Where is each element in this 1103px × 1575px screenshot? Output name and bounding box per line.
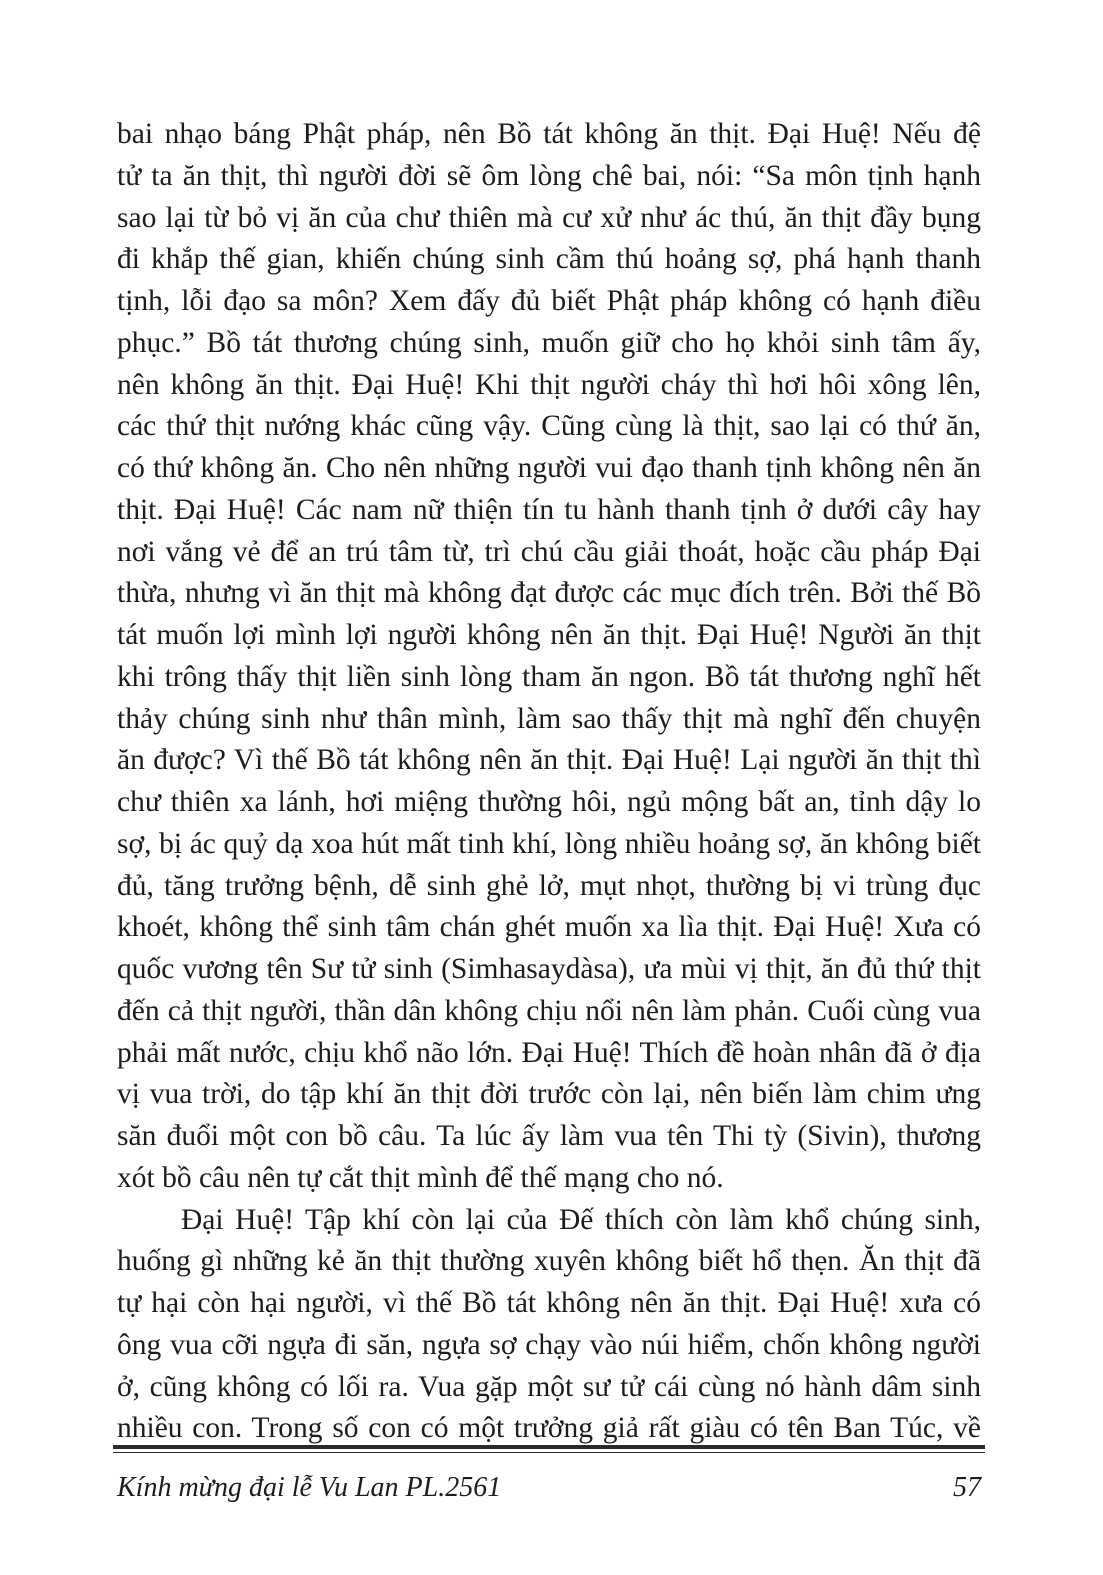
text-line: thịt. Đại Huệ! Các nam nữ thiện tín tu hành thanh tịnh ở dưới cây hay	[117, 493, 981, 526]
text-line: nhiều con. Trong số con có một trưởng giả rất giàu có tên Ban Túc, về	[117, 1412, 981, 1445]
text-line: chư thiên xa lánh, hơi miệng thường hôi, ngủ mộng bất an, tỉnh dậy lo	[117, 786, 981, 818]
text-line: phải mất nước, chịu khổ não lớn. Đại Huệ! Thích đề hoàn nhân đã ở địa	[117, 1036, 981, 1069]
text-line: săn đuổi một con bồ câu. Ta lúc ấy làm vua tên Thi tỳ (Sivin), thương	[117, 1120, 981, 1152]
footer-divider	[113, 1445, 985, 1449]
text-line: sao lại từ bỏ vị ăn của chư thiên mà cư xử như ác thú, ăn thịt đầy bụng	[117, 201, 981, 234]
text-line: ăn được? Vì thế Bồ tát không nên ăn thịt. Đại Huệ! Lại người ăn thịt thì	[117, 744, 981, 777]
text-line: tịnh, lỗi đạo sa môn? Xem đấy đủ biết Phật pháp không có hạnh điều	[117, 285, 981, 317]
text-line: tự hại còn hại người, vì thế Bồ tát không nên ăn thịt. Đại Huệ! xưa có	[117, 1287, 981, 1319]
text-line: tử ta ăn thịt, thì người đời sẽ ôm lòng chê bai, nói: “Sa môn tịnh hạnh	[117, 159, 981, 192]
text-line: quốc vương tên Sư tử sinh (Simhasaydàsa), ưa mùi vị thịt, ăn đủ thứ thịt	[117, 953, 981, 985]
page-number: 57	[953, 1472, 981, 1503]
text-line: vị vua trời, do tập khí ăn thịt đời trước còn lại, nên biến làm chim ưng	[117, 1078, 981, 1111]
text-line: huống gì những kẻ ăn thịt thường xuyên không biết hổ thẹn. Ăn thịt đã	[117, 1245, 981, 1278]
text-line: khoét, không thể sinh tâm chán ghét muốn xa lìa thịt. Đại Huệ! Xưa có	[117, 911, 981, 944]
text-line: xót bồ câu nên tự cắt thịt mình để thế mạng cho nó.	[117, 1161, 724, 1194]
text-line: Đại Huệ! Tập khí còn lại của Đế thích còn làm khổ chúng sinh,	[181, 1203, 981, 1236]
text-line: bai nhạo báng Phật pháp, nên Bồ tát không ăn thịt. Đại Huệ! Nếu đệ	[117, 118, 981, 150]
body-text	[117, 114, 981, 1450]
text-line: nơi vắng vẻ để an trú tâm từ, trì chú cầu giải thoát, hoặc cầu pháp Đại	[117, 535, 981, 568]
text-line: ông vua cỡi ngựa đi săn, ngựa sợ chạy vào núi hiểm, chốn không người	[117, 1328, 981, 1361]
footer-divider-thin	[113, 1452, 985, 1453]
text-line: các thứ thịt nướng khác cũng vậy. Cũng cùng là thịt, sao lại có thứ ăn,	[117, 410, 981, 443]
text-line: nên không ăn thịt. Đại Huệ! Khi thịt người cháy thì hơi hôi xông lên,	[117, 368, 981, 401]
footer-title: Kính mừng đại lễ Vu Lan PL.2561	[117, 1472, 502, 1503]
text-line: có thứ không ăn. Cho nên những người vui đạo thanh tịnh không nên ăn	[117, 452, 981, 484]
text-line: ở, cũng không có lối ra. Vua gặp một sư tử cái cùng nó hành dâm sinh	[117, 1370, 981, 1403]
text-line: thảy chúng sinh như thân mình, làm sao thấy thịt mà nghĩ đến chuyện	[117, 702, 981, 735]
text-line: đủ, tăng trưởng bệnh, dễ sinh ghẻ lở, mụt nhọt, thường bị vi trùng đục	[117, 869, 981, 902]
text-line: đi khắp thế gian, khiến chúng sinh cầm thú hoảng sợ, phá hạnh thanh	[117, 243, 981, 276]
text-line: đến cả thịt người, thần dân không chịu nổi nên làm phản. Cuối cùng vua	[117, 994, 981, 1027]
text-line: phục.” Bồ tát thương chúng sinh, muốn giữ cho họ khỏi sinh tâm ấy,	[117, 326, 981, 359]
text-line: khi trông thấy thịt liền sinh lòng tham ăn ngon. Bồ tát thương nghĩ hết	[117, 660, 981, 693]
text-line: tát muốn lợi mình lợi người không nên ăn thịt. Đại Huệ! Người ăn thịt	[117, 619, 981, 651]
text-line: sợ, bị ác quỷ dạ xoa hút mất tinh khí, lòng nhiều hoảng sợ, ăn không biết	[117, 827, 981, 860]
text-line: thừa, nhưng vì ăn thịt mà không đạt được các mục đích trên. Bởi thế Bồ	[117, 577, 981, 610]
page-footer	[117, 1468, 981, 1508]
